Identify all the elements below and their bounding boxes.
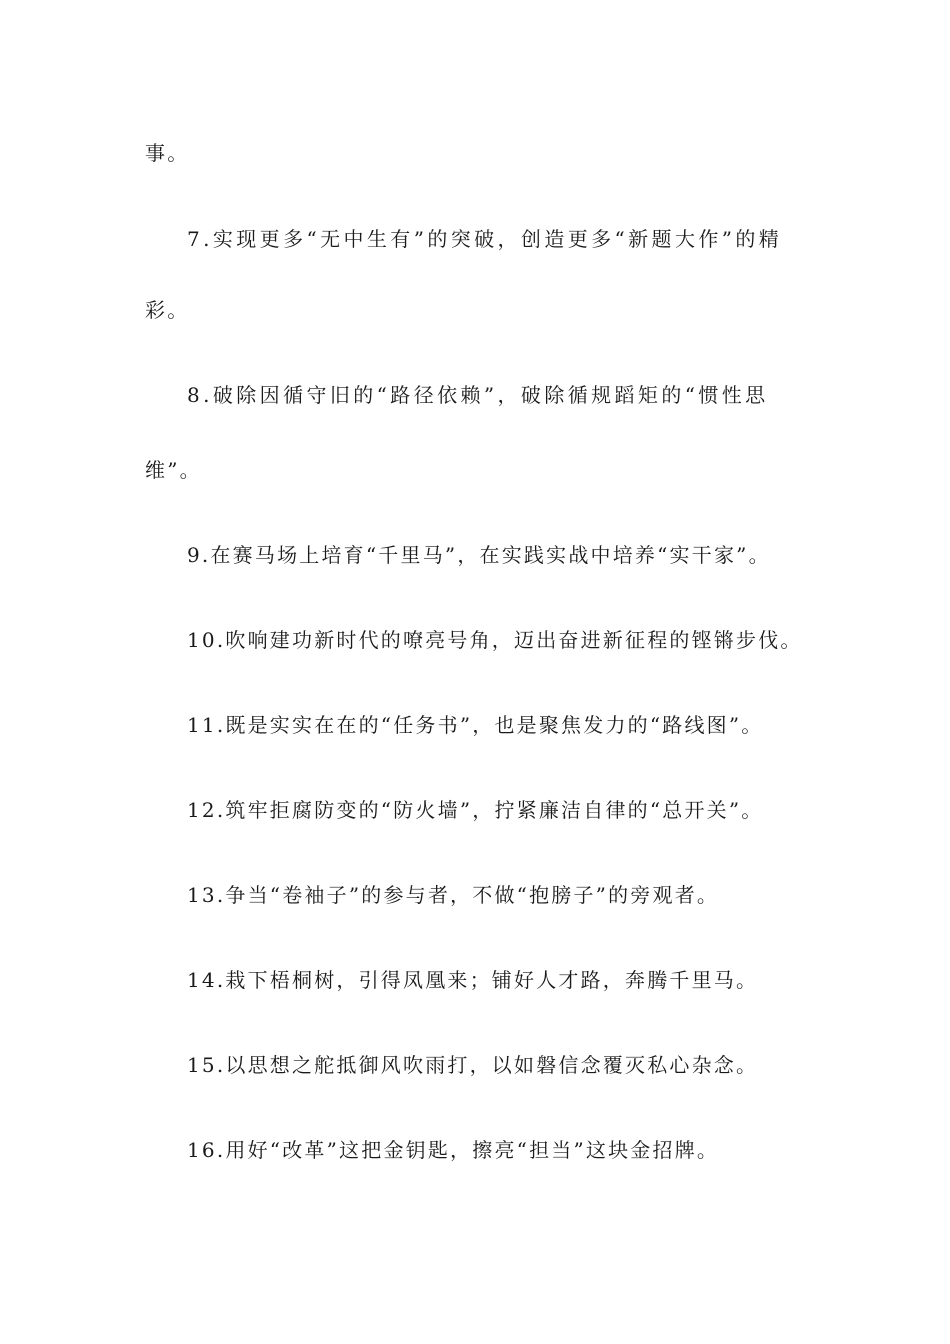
list-item-7-continuation: 彩。 — [145, 298, 190, 322]
text-line-continuation-6: 事。 — [145, 141, 190, 165]
list-item-9: 9.在赛马场上培育“千里马”，在实践实战中培养“实干家”。 — [187, 543, 771, 567]
list-item-11: 11.既是实实在在的“任务书”，也是聚焦发力的“路线图”。 — [187, 713, 764, 737]
list-item-8: 8.破除因循守旧的“路径依赖”，破除循规蹈矩的“惯性思 — [187, 383, 769, 407]
list-item-12: 12.筑牢拒腐防变的“防火墙”，拧紧廉洁自律的“总开关”。 — [187, 798, 764, 822]
list-item-10: 10.吹响建功新时代的嘹亮号角，迈出奋进新征程的铿锵步伐。 — [187, 628, 803, 652]
list-item-8-continuation: 维”。 — [145, 458, 202, 482]
list-item-13: 13.争当“卷袖子”的参与者，不做“抱膀子”的旁观者。 — [187, 883, 720, 907]
list-item-14: 14.栽下梧桐树，引得凤凰来；铺好人才路，奔腾千里马。 — [187, 968, 759, 992]
list-item-15: 15.以思想之舵抵御风吹雨打，以如磐信念覆灭私心杂念。 — [187, 1053, 759, 1077]
list-item-7: 7.实现更多“无中生有”的突破，创造更多“新题大作”的精 — [187, 227, 783, 251]
list-item-16: 16.用好“改革”这把金钥匙，擦亮“担当”这块金招牌。 — [187, 1138, 720, 1162]
